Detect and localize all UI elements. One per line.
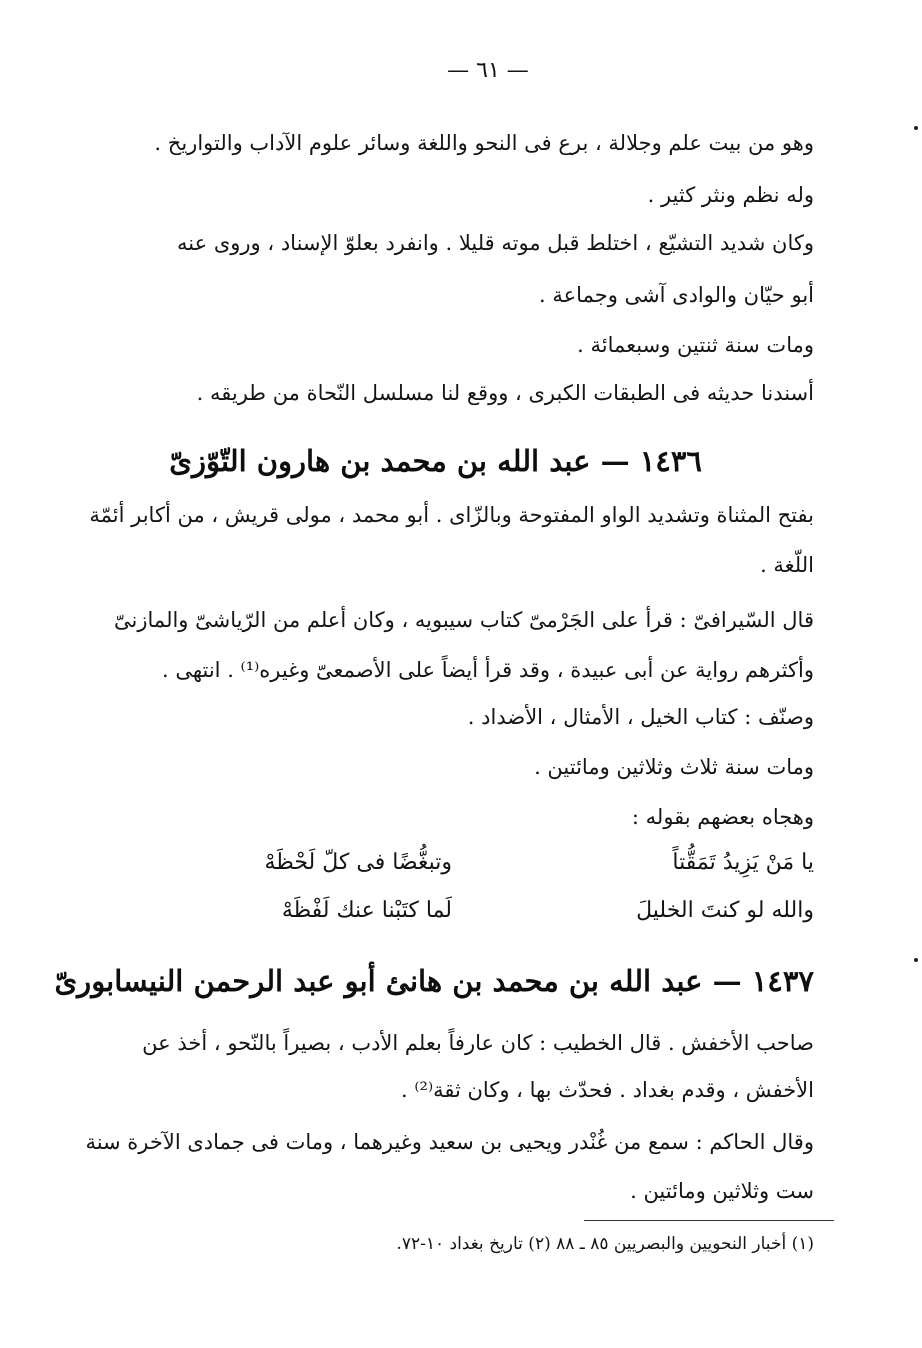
text-line: وله نظم ونثر كثير . xyxy=(647,183,814,207)
text-line: وهو من بيت علم وجلالة ، برع فى النحو واللغة وسائر علوم الآداب والتواريخ . xyxy=(154,131,814,155)
verse-hemistich: يا مَنْ يَزِيدُ تَمَقُّتاً xyxy=(672,850,814,875)
text-line: وهجاه بعضهم بقوله : xyxy=(631,805,814,829)
text-line: وصنّف : كتاب الخيل ، الأمثال ، الأضداد . xyxy=(467,705,814,729)
verse-hemistich: لَما كتَبْنا عنك لَفْظَهْ xyxy=(281,898,452,923)
verse-hemistich: وتبغُّضًا فى كلّ لَحْظَهْ xyxy=(264,850,452,875)
footnote: (١) أخبار النحويين والبصريين ٨٥ ـ ٨٨ (٢) تاريخ بغداد ١٠-٧٢. xyxy=(396,1234,814,1254)
verse-hemistich: والله لو كنتَ الخليلَ xyxy=(636,898,814,923)
text-line: أبو حيّان والوادى آشى وجماعة . xyxy=(539,283,814,307)
footnote-rule xyxy=(584,1220,834,1221)
entry-title-1436: ١٤٣٦ — عبد الله بن محمد بن هارون التّوّزىّ xyxy=(169,444,702,478)
text-line: ست وثلاثين ومائتين . xyxy=(630,1179,814,1203)
text-line: وكان شديد التشيّع ، اختلط قبل موته قليلا . وانفرد بعلوّ الإسناد ، وروى عنه xyxy=(177,231,814,255)
text-line: بفتح المثناة وتشديد الواو المفتوحة وبالزّاى . أبو محمد ، مولى قريش ، من أكابر أئمّة xyxy=(89,503,814,527)
text-line: صاحب الأخفش . قال الخطيب : كان عارفاً بعلم الأدب ، بصيراً بالنّحو ، أخذ عن xyxy=(142,1031,814,1055)
text-line: الأخفش ، وقدم بغداد . فحدّث بها ، وكان ثقة⁽²⁾ . xyxy=(401,1078,814,1102)
text-line: ومات سنة ثنتين وسبعمائة . xyxy=(577,333,814,357)
text-line: اللّغة . xyxy=(760,553,814,577)
text-line: ومات سنة ثلاث وثلاثين ومائتين . xyxy=(534,755,814,779)
page-number: — ٦١ — xyxy=(447,58,529,83)
margin-mark xyxy=(914,126,918,130)
text-line: قال السّيرافىّ : قرأ على الجَرْمىّ كتاب سيبويه ، وكان أعلم من الرّياشىّ والمازنىّ xyxy=(114,608,814,632)
margin-mark xyxy=(914,958,918,962)
text-line: أسندنا حديثه فى الطبقات الكبرى ، ووقع لنا مسلسل النّحاة من طريقه . xyxy=(196,381,814,405)
text-line: وقال الحاكم : سمع من غُنْدر ويحيى بن سعيد وغيرهما ، ومات فى جمادى الآخرة سنة xyxy=(85,1130,814,1154)
text-line: وأكثرهم رواية عن أبى عبيدة ، وقد قرأ أيضاً على الأصمعىّ وغيره⁽¹⁾ . انتهى . xyxy=(161,658,814,682)
entry-title-1437: ١٤٣٧ — عبد الله بن محمد بن هانئ أبو عبد الرحمن النيسابورىّ xyxy=(54,964,814,998)
